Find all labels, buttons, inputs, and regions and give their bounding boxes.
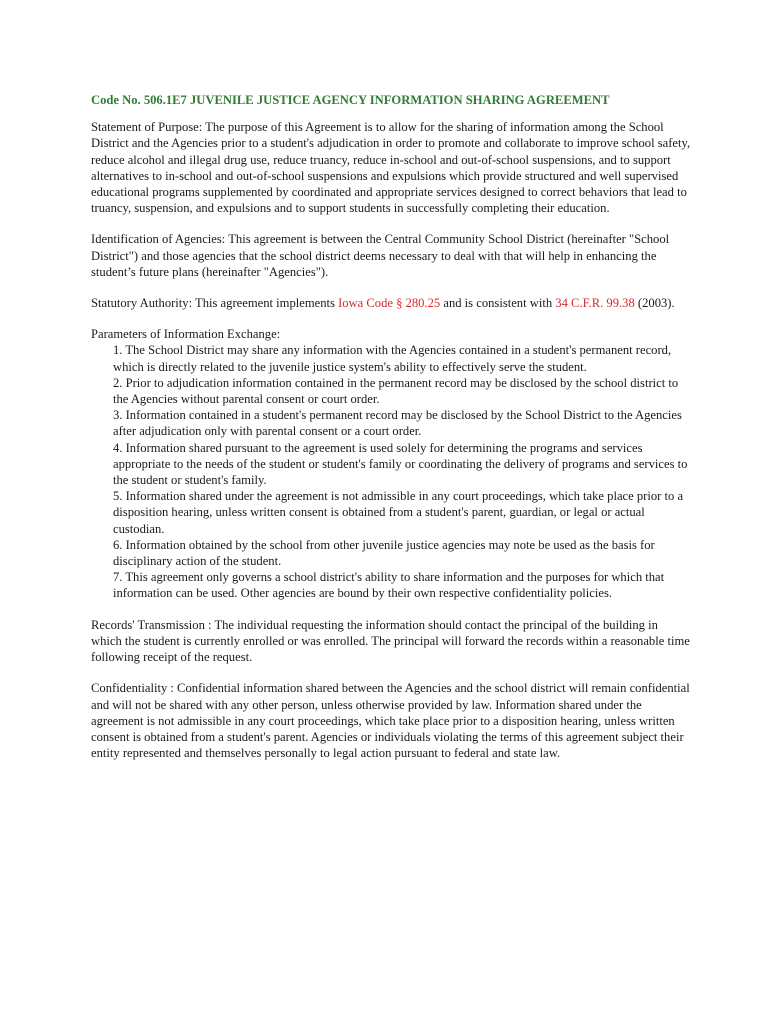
- list-item: 2. Prior to adjudication information contained in the permanent record may be disclosed by the school district to the Agencies without parental consent or court order.: [113, 375, 679, 407]
- statutory-authority: [91, 295, 691, 311]
- confidentiality: Confidentiality : Confidential information shared between the Agencies and the school district will remain confidential and will not be shared with any other person, unless otherwise provided by law. Information shared under the agreement is not admissible in any court proceedings, which take place prior to a disposition hearing, unless written consent is obtained from a student's parent. Agencies or individuals violating the terms of this agreement subject their entity represented and themselves personally to legal action pursuant to federal and state law.: [91, 681, 690, 761]
- statutory-middle: and is consistent with: [440, 296, 556, 311]
- statement-of-purpose: Statement of Purpose: The purpose of this Agreement is to allow for the sharing of information among the School District and the Agencies prior to a student's adjudication in order to promote and collaborate to improve school safety, reduce alcohol and illegal drug use, reduce truancy, reduce in-school and out-of-school suspensions, and to support alternatives to in-school and out-of-school suspensions and expulsions which provide structured and well supervised educational programs supplemented by coordinated and appropriate services designed to correct behaviors that lead to truancy, suspension, and expulsions and to support students in successfully completing their education.: [91, 120, 691, 216]
- document-title: Code No. 506.1E7 JUVENILE JUSTICE AGENCY INFORMATION SHARING AGREEMENT: [91, 93, 610, 107]
- identification-of-agencies: Identification of Agencies: This agreement is between the Central Community School District (hereinafter "School District") and those agencies that the school district deems necessary to deal with that will help in enhancing the student’s future plans (hereinafter "Agencies").: [91, 232, 670, 279]
- cfr-link[interactable]: 34 C.F.R. 99.38: [555, 296, 635, 311]
- list-item: 5. Information shared under the agreement is not admissible in any court proceedings, which take place prior to a disposition hearing, unless written consent is obtained from a student's parent, guardian, or legal or actual custodian.: [113, 489, 684, 536]
- list-item: 6. Information obtained by the school from other juvenile justice agencies may note be used as the basis for disciplinary action of the student.: [113, 537, 655, 569]
- parameters-list: [91, 342, 691, 601]
- list-item: 3. Information contained in a student's permanent record may be disclosed by the School District to the Agencies after adjudication only with parental consent or a court order.: [113, 408, 682, 439]
- iowa-code-link[interactable]: Iowa Code § 280.25: [338, 296, 441, 311]
- parameters-heading: Parameters of Information Exchange:: [91, 327, 281, 342]
- document-page: [91, 92, 691, 776]
- list-item: 7. This agreement only governs a school district's ability to share information and the purposes for which that information can be used. Other agencies are bound by their own respective confidentiality policies.: [113, 570, 665, 601]
- list-item: 4. Information shared pursuant to the agreement is used solely for determining the programs and services appropriate to the needs of the student or student's family or coordinating the delivery of programs and services to the student or student's family.: [113, 440, 688, 488]
- list-item: 1. The School District may share any information with the Agencies contained in a student's permanent record, which is directly related to the juvenile justice system's ability to effectively serve the student.: [113, 343, 672, 374]
- statutory-suffix: (2003).: [634, 296, 675, 311]
- statutory-prefix: Statutory Authority: This agreement implements: [91, 296, 339, 311]
- records-transmission: Records' Transmission : The individual requesting the information should contact the principal of the building in which the student is currently enrolled or was enrolled. The principal will forward the records within a reasonable time following receipt of the request.: [91, 617, 690, 665]
